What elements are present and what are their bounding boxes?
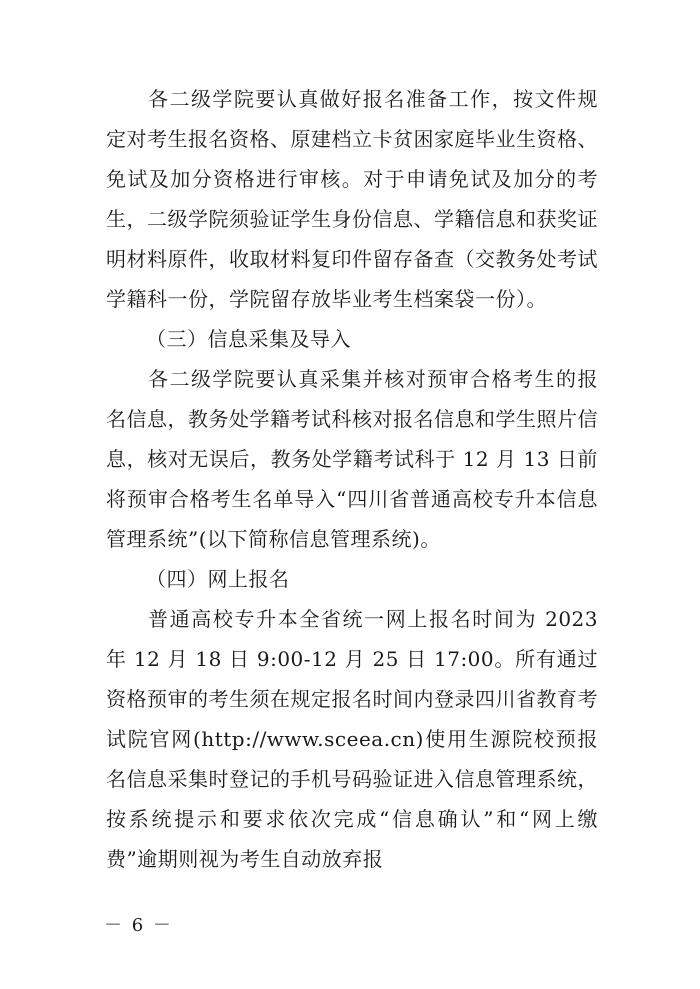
- paragraph-registration-preparation: 各二级学院要认真做好报名准备工作，按文件规定对考生报名资格、原建档立卡贫困家庭毕业生资格、免试及加分资格进行审核。对于申请免试及加分的考生，二级学院须验证学生身份信息、学籍信息和获奖证明材料原件，收取材料复印件留存备查（交教务处考试学籍科一份，学院留存放毕业考生档案袋一份）。: [106, 87, 598, 311]
- paragraph-online-registration: 普通高校专升本全省统一网上报名时间为 2023 年 12 月 18 日 9:00-12 月 25 日 17:00。所有通过资格预审的考生须在规定报名时间内登录四川省教育考试院官网(http://www.sceea.cn)使用生源院校预报名信息采集时登记的手机号码验证进入信息管理系统，按系统提示和要求依次完成“信息确认”和“网上缴费”逾期则视为考生自动放弃报: [106, 607, 598, 871]
- paragraph-info-collection: 各二级学院要认真采集并核对预审合格考生的报名信息，教务处学籍考试科核对报名信息和学生照片信息，核对无误后，教务处学籍考试科于 12 月 13 日前将预审合格考生名单导入“四川省普通高校专升本信息管理系统”(以下简称信息管理系统)。: [106, 367, 598, 551]
- document-body: [106, 79, 598, 879]
- section-heading-info-collection: （三）信息采集及导入: [146, 327, 351, 351]
- page-number: － 6 －: [104, 915, 173, 936]
- section-heading-online-registration: （四）网上报名: [146, 567, 290, 591]
